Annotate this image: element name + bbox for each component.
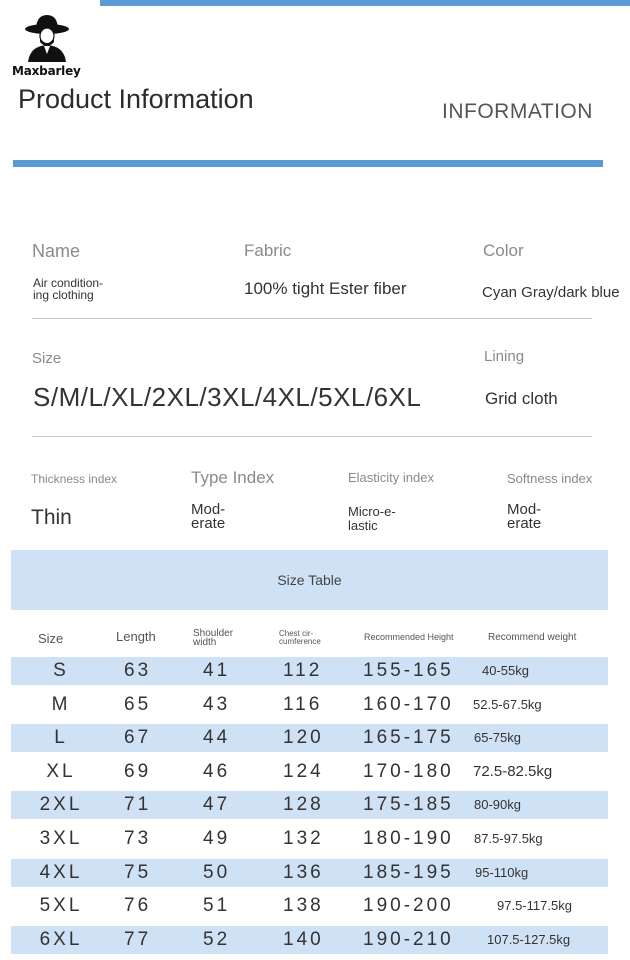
size-label: Size xyxy=(32,350,62,367)
softness-index-label: Softness index xyxy=(507,471,593,486)
cell-length: 69 xyxy=(124,761,152,782)
fabric-label: Fabric xyxy=(244,241,292,260)
header-size: Size xyxy=(38,631,64,646)
cell-height: 170-180 xyxy=(363,761,454,782)
cell-weight: 72.5-82.5kg xyxy=(473,763,553,780)
fabric-value: 100% tight Ester fiber xyxy=(244,279,407,298)
cell-shoulder: 43 xyxy=(203,694,231,715)
cell-chest: 136 xyxy=(283,862,324,883)
cell-shoulder: 46 xyxy=(203,761,231,782)
cell-size: 4XL xyxy=(39,862,83,883)
cell-length: 73 xyxy=(124,828,152,849)
table-row xyxy=(11,926,608,954)
color-label: Color xyxy=(483,241,524,260)
cell-shoulder: 44 xyxy=(203,727,231,748)
divider-1 xyxy=(32,318,592,319)
cell-weight: 65-75kg xyxy=(474,730,521,745)
cell-height: 175-185 xyxy=(363,794,454,815)
cell-chest: 124 xyxy=(283,761,324,782)
brand-name: Maxbarley xyxy=(12,64,81,78)
brand-logo xyxy=(10,12,90,80)
hat-figure-icon xyxy=(24,12,70,62)
header-blue-bar xyxy=(13,160,603,167)
header-recommend-weight: Recommend weight xyxy=(488,632,577,643)
type-index-value: Mod- erate xyxy=(191,501,226,532)
page-subtitle: INFORMATION xyxy=(442,100,593,123)
cell-height: 155-165 xyxy=(363,660,454,681)
cell-weight: 52.5-67.5kg xyxy=(473,697,542,712)
softness-index-value: Mod- erate xyxy=(507,501,542,532)
cell-length: 71 xyxy=(124,794,152,815)
name-value: Air condition- ing clothing xyxy=(33,276,104,302)
cell-length: 63 xyxy=(124,660,152,681)
table-row xyxy=(11,657,608,685)
cell-size: S xyxy=(53,660,69,681)
table-row xyxy=(11,724,608,752)
cell-height: 160-170 xyxy=(363,694,454,715)
cell-size: XL xyxy=(46,761,76,782)
page-title: Product Information xyxy=(18,84,254,114)
top-accent-rule xyxy=(100,0,630,6)
cell-chest: 138 xyxy=(283,895,324,916)
header-length: Length xyxy=(116,629,156,644)
cell-weight: 87.5-97.5kg xyxy=(474,831,543,846)
cell-weight: 95-110kg xyxy=(475,865,529,880)
elasticity-index-value: Micro-e- lastic xyxy=(348,504,396,533)
cell-size: M xyxy=(51,694,71,715)
header-chest-circumference: Chest cir- cumference xyxy=(279,629,321,646)
cell-shoulder: 49 xyxy=(203,828,231,849)
cell-chest: 140 xyxy=(283,929,324,950)
thickness-index-label: Thickness index xyxy=(31,472,118,486)
cell-length: 76 xyxy=(124,895,152,916)
table-row xyxy=(11,825,608,853)
cell-weight: 80-90kg xyxy=(474,797,521,812)
table-row xyxy=(11,859,608,887)
header-shoulder-width: Shoulder width xyxy=(193,628,234,648)
cell-height: 185-195 xyxy=(363,862,454,883)
cell-chest: 128 xyxy=(283,794,324,815)
cell-shoulder: 52 xyxy=(203,929,231,950)
cell-chest: 120 xyxy=(283,727,324,748)
cell-height: 190-210 xyxy=(363,929,454,950)
cell-size: 5XL xyxy=(39,895,83,916)
cell-shoulder: 47 xyxy=(203,794,231,815)
cell-height: 180-190 xyxy=(363,828,454,849)
cell-shoulder: 50 xyxy=(203,862,231,883)
cell-length: 75 xyxy=(124,862,152,883)
lining-label: Lining xyxy=(484,348,525,365)
type-index-label: Type Index xyxy=(191,468,275,487)
cell-chest: 112 xyxy=(283,660,323,681)
color-value: Cyan Gray/dark blue xyxy=(482,284,620,301)
lining-value: Grid cloth xyxy=(485,389,558,408)
table-row xyxy=(11,691,608,719)
table-row xyxy=(11,791,608,819)
cell-size: 6XL xyxy=(39,929,83,950)
size-value: S/M/L/XL/2XL/3XL/4XL/5XL/6XL xyxy=(33,382,422,412)
cell-length: 65 xyxy=(124,694,152,715)
header-recommended-height: Recommended Height xyxy=(364,632,454,642)
cell-size: 2XL xyxy=(39,794,83,815)
name-label: Name xyxy=(32,241,81,261)
cell-size: 3XL xyxy=(39,828,83,849)
table-row xyxy=(11,758,608,786)
cell-shoulder: 41 xyxy=(203,660,231,681)
table-row xyxy=(11,892,608,920)
cell-shoulder: 51 xyxy=(203,895,231,916)
thickness-index-value: Thin xyxy=(31,506,72,529)
cell-weight: 107.5-127.5kg xyxy=(487,932,571,947)
divider-2 xyxy=(32,436,592,437)
cell-height: 165-175 xyxy=(363,727,454,748)
cell-weight: 40-55kg xyxy=(482,663,529,678)
cell-size: L xyxy=(54,727,68,748)
cell-weight: 97.5-117.5kg xyxy=(497,898,572,913)
cell-length: 77 xyxy=(124,929,152,950)
cell-chest: 116 xyxy=(283,694,323,715)
cell-chest: 132 xyxy=(283,828,324,849)
cell-length: 67 xyxy=(124,727,152,748)
elasticity-index-label: Elasticity index xyxy=(348,470,434,485)
size-table-banner: Size Table xyxy=(11,550,608,610)
cell-height: 190-200 xyxy=(363,895,454,916)
